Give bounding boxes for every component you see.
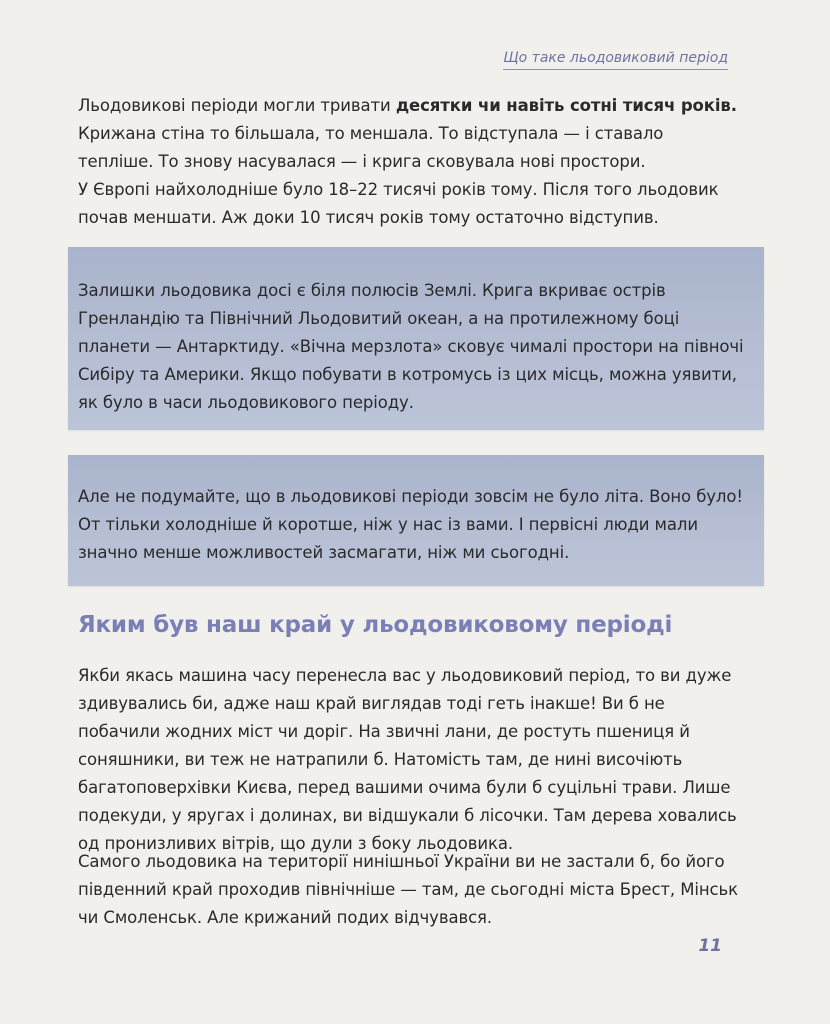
- section-paragraph-2: Самого льодовика на території нинішньої України ви не застали б, бо його південний край проходив північніше — там, де сьогодні міста Брест, Мінськ чи Смоленськ. Але крижаний подих відчувався.: [78, 852, 738, 927]
- info-box-polar-ice: [68, 247, 764, 430]
- section-heading: Яким був наш край у льодовиковому періоді: [78, 612, 673, 638]
- page-number: 11: [698, 936, 722, 956]
- section-paragraph-1: Якби якась машина часу перенесла вас у льодовиковий період, то ви дуже здивувались би, адже наш край виглядав тоді геть інакше! Ви б не побачили жодних міст чи доріг. На звичні лани, де ростуть пшениця й соняшники, ви теж не натрапили б. Натомість там, де нині височіють багатоповерхівки Києва, перед вашими очима були б суцільні трави. Лише подекуди, у яругах і долинах, ви відшукали б лісочки. Там дерева ховались од пронизливих вітрів, що дули з боку льодовика.: [78, 666, 737, 853]
- intro-text-end: Крижана стіна то більшала, то меншала. То відступала — і ставало тепліше. То знову насувалася — і крига сковувала нові простори.: [78, 124, 664, 171]
- info-box-summer-text: Але не подумайте, що в льодовикові періоди зовсім не було літа. Воно було! От тільки холодніше й коротше, ніж у нас із вами. І первісні люди мали значно менше можливостей засмагати, ніж ми сьогодні.: [78, 487, 743, 562]
- intro-text-start: Льодовикові періоди могли тривати: [78, 96, 396, 115]
- info-box-polar-ice-text: Залишки льодовика досі є біля полюсів Землі. Крига вкриває острів Гренландію та Північний Льодовитий океан, а на протилежному боці планети — Антарктиду. «Вічна мерзлота» сковує чималі простори на півночі Сибіру та Америки. Якщо побувати в котромусь із цих місць, можна уявити, як було в часи льодовикового періоду.: [78, 281, 744, 412]
- intro-paragraph-1: [78, 92, 738, 176]
- running-header: Що таке льодовиковий період: [503, 50, 728, 70]
- intro-bold-phrase: десятки чи навіть сотні тисяч років.: [395, 96, 737, 115]
- info-box-summer: [68, 455, 764, 586]
- intro-paragraph-2: У Європі найхолодніше було 18–22 тисячі років тому. Після того льодовик почав меншати. Аж доки 10 тисяч років тому остаточно відступив.: [78, 180, 719, 227]
